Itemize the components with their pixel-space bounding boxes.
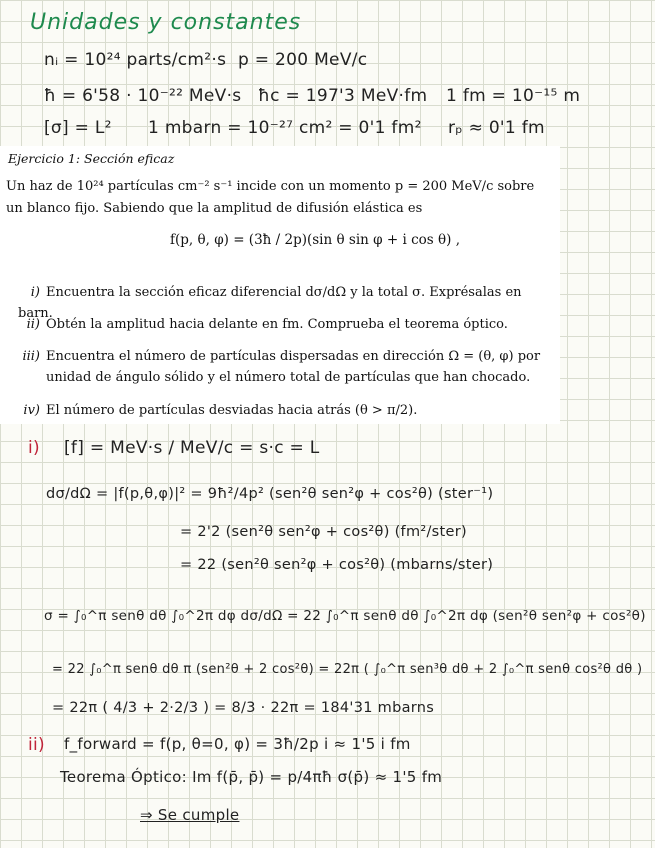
solution-forward: f_forward = f(p, θ=0, φ) = 3ħ/2p i ≈ 1'5 i fm (64, 735, 411, 753)
item-number: ii) (26, 317, 40, 332)
solution-sigma-3: = 22π ( 4/3 + 2·2/3 ) = 8/3 · 22π = 184'31 mbarns (52, 700, 435, 716)
note-flux: nᵢ = 10²⁴ parts/cm²·s (44, 50, 227, 70)
note-fm: 1 fm = 10⁻¹⁵ m (446, 86, 581, 106)
note-rp: rₚ ≈ 0'1 fm (448, 118, 545, 138)
note-hbarc: ħc = 197'3 MeV·fm (258, 86, 428, 106)
exercise-formula: f(p, θ, φ) = (3ħ / 2p)(sin θ sin φ + i cos θ) , (170, 232, 460, 248)
solution-optical: Teorema Óptico: Im f(p̄, p̄) = p/4πħ σ(p̄) ≈ 1'5 fm (60, 768, 443, 786)
item-text: Encuentra la sección eficaz diferencial dσ/dΩ y la total σ. Exprésalas en barn. (18, 285, 522, 321)
solution-dsig-1: dσ/dΩ = |f(p,θ,φ)|² = 9ħ²/4p² (sen²θ sen²φ + cos²θ) (ster⁻¹) (46, 486, 494, 502)
item-number: iv) (23, 403, 40, 418)
solution-dsig-2: = 2'2 (sen²θ sen²φ + cos²θ) (fm²/ster) (180, 524, 467, 540)
note-hbar: ħ = 6'58 · 10⁻²² MeV·s (44, 86, 242, 106)
item-text: El número de partículas desviadas hacia atrás (θ > π/2). (46, 403, 418, 418)
solution-sigma-1: σ = ∫₀^π senθ dθ ∫₀^2π dφ dσ/dΩ = 22 ∫₀^π senθ dθ ∫₀^2π dφ (sen²θ sen²φ + cos²θ) (44, 608, 646, 624)
exercise-item (18, 346, 552, 388)
note-mbarn: 1 mbarn = 10⁻²⁷ cm² = 0'1 fm² (148, 118, 422, 138)
exercise-item (18, 400, 552, 421)
note-dim-sigma: [σ] = L² (44, 118, 112, 138)
solution-sigma-2: = 22 ∫₀^π senθ dθ π (sen²θ + 2 cos²θ) = 22π ( ∫₀^π sen³θ dθ + 2 ∫₀^π senθ cos²θ dθ ) (52, 662, 643, 677)
exercise-heading: Ejercicio 1: Sección eficaz (8, 151, 175, 166)
solution-dim-f: [f] = MeV·s / MeV/c = s·c = L (64, 438, 320, 458)
item-number: iii) (22, 349, 40, 364)
item-text: Obtén la amplitud hacia delante en fm. Comprueba el teorema óptico. (46, 317, 508, 332)
notes-title: Unidades y constantes (30, 10, 302, 35)
exercise-box (0, 146, 560, 424)
note-momentum: p = 200 MeV/c (238, 50, 368, 70)
exercise-intro: Un haz de 10²⁴ partículas cm⁻² s⁻¹ incide con un momento p = 200 MeV/c sobre un blanco fijo. Sabiendo que la amplitud de difusión elástica es (6, 179, 535, 216)
solution-label-i: i) (28, 438, 40, 458)
solution-dsig-3: = 22 (sen²θ sen²φ + cos²θ) (mbarns/ster) (180, 557, 494, 573)
item-number: i) (30, 285, 40, 300)
solution-label-ii: ii) (28, 735, 45, 755)
solution-conclusion: ⇒ Se cumple (140, 806, 240, 824)
item-text: Encuentra el número de partículas dispersadas en dirección Ω = (θ, φ) por unidad de ángulo sólido y el número total de partículas que han chocado. (46, 349, 541, 385)
exercise-item (18, 314, 552, 335)
